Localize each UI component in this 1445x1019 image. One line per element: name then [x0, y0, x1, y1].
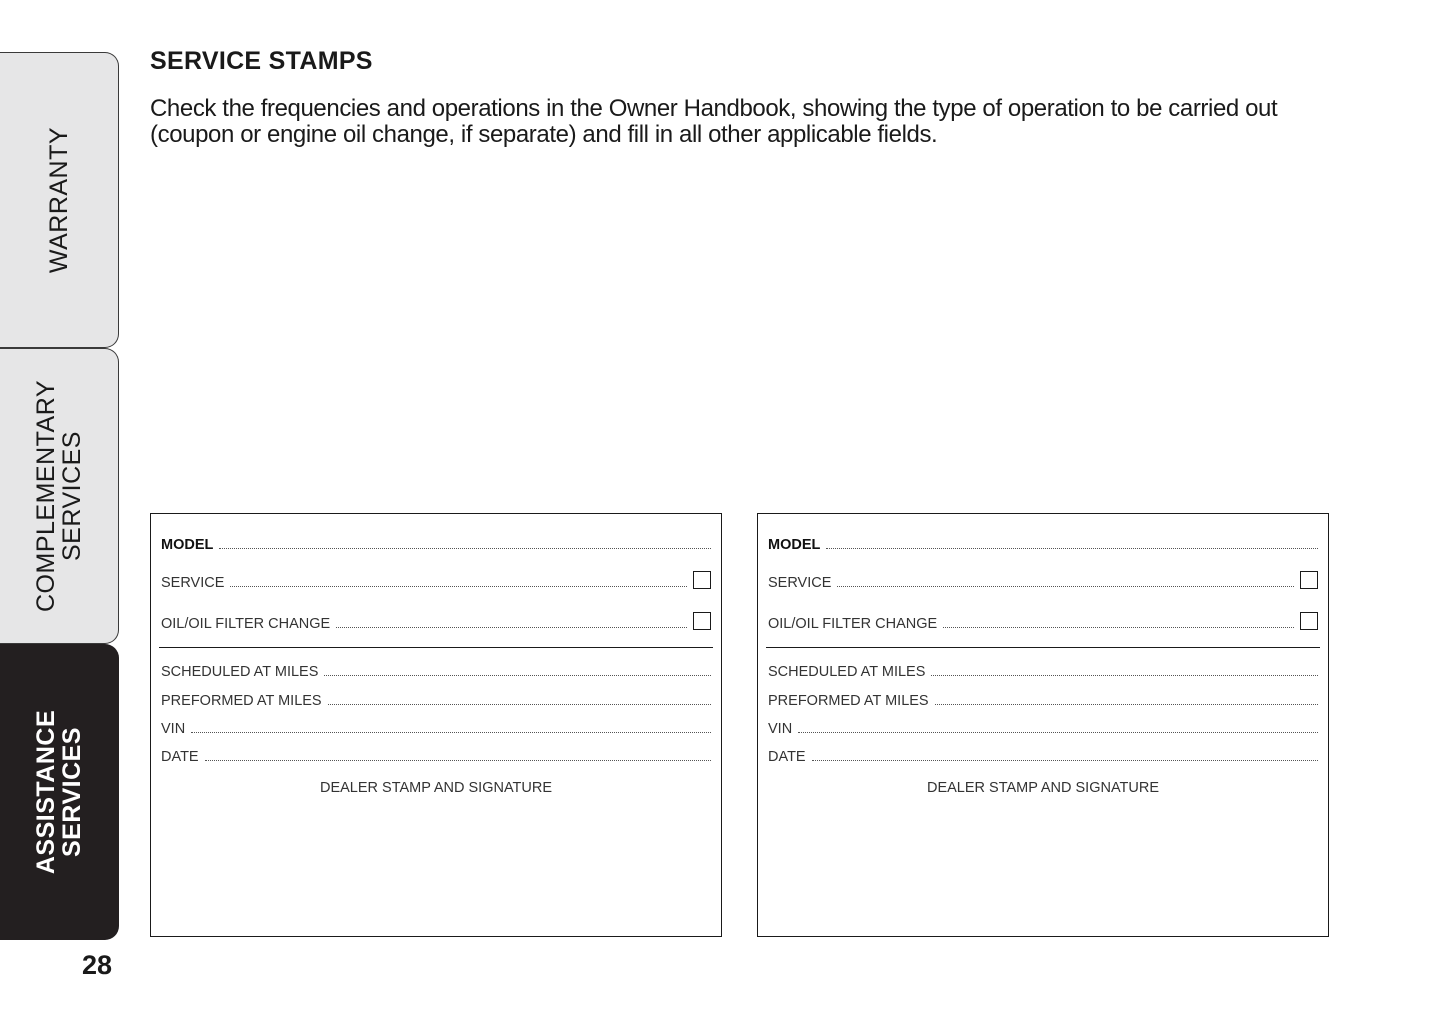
service-field: [161, 571, 711, 591]
dotted-line: [826, 547, 1318, 549]
tab-assistance-line2: SERVICES: [58, 727, 86, 857]
dotted-line: [205, 759, 711, 761]
vin-field[interactable]: [768, 717, 1318, 737]
oil-change-field: [768, 612, 1318, 632]
divider: [159, 647, 713, 648]
vin-label: VIN: [161, 721, 186, 737]
date-field[interactable]: [161, 745, 711, 765]
tab-assistance-services[interactable]: [0, 644, 119, 940]
performed-miles-label: PREFORMED AT MILES: [768, 693, 929, 709]
dotted-line: [328, 703, 711, 705]
oil-change-label: OIL/OIL FILTER CHANGE: [768, 616, 938, 632]
service-label: SERVICE: [768, 575, 832, 591]
page-title: SERVICE STAMPS: [150, 47, 373, 75]
scheduled-miles-label: SCHEDULED AT MILES: [161, 664, 319, 680]
performed-miles-label: PREFORMED AT MILES: [161, 693, 322, 709]
dotted-line: [230, 585, 687, 587]
scheduled-miles-label: SCHEDULED AT MILES: [768, 664, 926, 680]
dotted-line: [219, 547, 711, 549]
date-field[interactable]: [768, 745, 1318, 765]
divider: [766, 647, 1320, 648]
service-checkbox[interactable]: [1300, 571, 1318, 589]
service-label: SERVICE: [161, 575, 225, 591]
dotted-line: [837, 585, 1294, 587]
tab-warranty-text: WARRANTY: [45, 126, 73, 274]
scheduled-miles-field[interactable]: [161, 660, 711, 680]
tab-assistance-line1: ASSISTANCE: [32, 709, 60, 875]
tab-warranty[interactable]: [0, 52, 119, 348]
date-label: DATE: [768, 749, 806, 765]
tab-complementary-label: [33, 380, 85, 612]
model-field[interactable]: [768, 533, 1318, 553]
tab-warranty-label: [46, 127, 72, 273]
dotted-line: [336, 626, 687, 628]
model-label: MODEL: [161, 537, 214, 553]
vin-label: VIN: [768, 721, 793, 737]
performed-miles-field[interactable]: [161, 689, 711, 709]
dotted-line: [931, 674, 1318, 676]
vin-field[interactable]: [161, 717, 711, 737]
oil-change-label: OIL/OIL FILTER CHANGE: [161, 616, 331, 632]
tab-complementary-line1: COMPLEMENTARY: [32, 379, 60, 613]
tab-complementary-services[interactable]: [0, 348, 119, 644]
service-coupon: [757, 513, 1329, 937]
scheduled-miles-field[interactable]: [768, 660, 1318, 680]
tab-complementary-line2: SERVICES: [58, 431, 86, 561]
service-coupon: [150, 513, 722, 937]
oil-change-checkbox[interactable]: [1300, 612, 1318, 630]
service-field: [768, 571, 1318, 591]
dealer-stamp-label: DEALER STAMP AND SIGNATURE: [926, 780, 1160, 796]
dotted-line: [191, 731, 711, 733]
dotted-line: [943, 626, 1294, 628]
dotted-line: [935, 703, 1318, 705]
date-label: DATE: [161, 749, 199, 765]
performed-miles-field[interactable]: [768, 689, 1318, 709]
dotted-line: [812, 759, 1318, 761]
dotted-line: [798, 731, 1318, 733]
service-checkbox[interactable]: [693, 571, 711, 589]
page-number: 28: [82, 950, 113, 980]
model-label: MODEL: [768, 537, 821, 553]
dotted-line: [324, 674, 711, 676]
oil-change-field: [161, 612, 711, 632]
tab-assistance-label: [33, 710, 85, 874]
intro-paragraph: Check the frequencies and operations in the Owner Handbook, showing the type of operation to be carried out (coupon or engine oil change, if separate) and fill in all other applicable fields.: [150, 95, 1278, 148]
model-field[interactable]: [161, 533, 711, 553]
oil-change-checkbox[interactable]: [693, 612, 711, 630]
dealer-stamp-label: DEALER STAMP AND SIGNATURE: [319, 780, 553, 796]
